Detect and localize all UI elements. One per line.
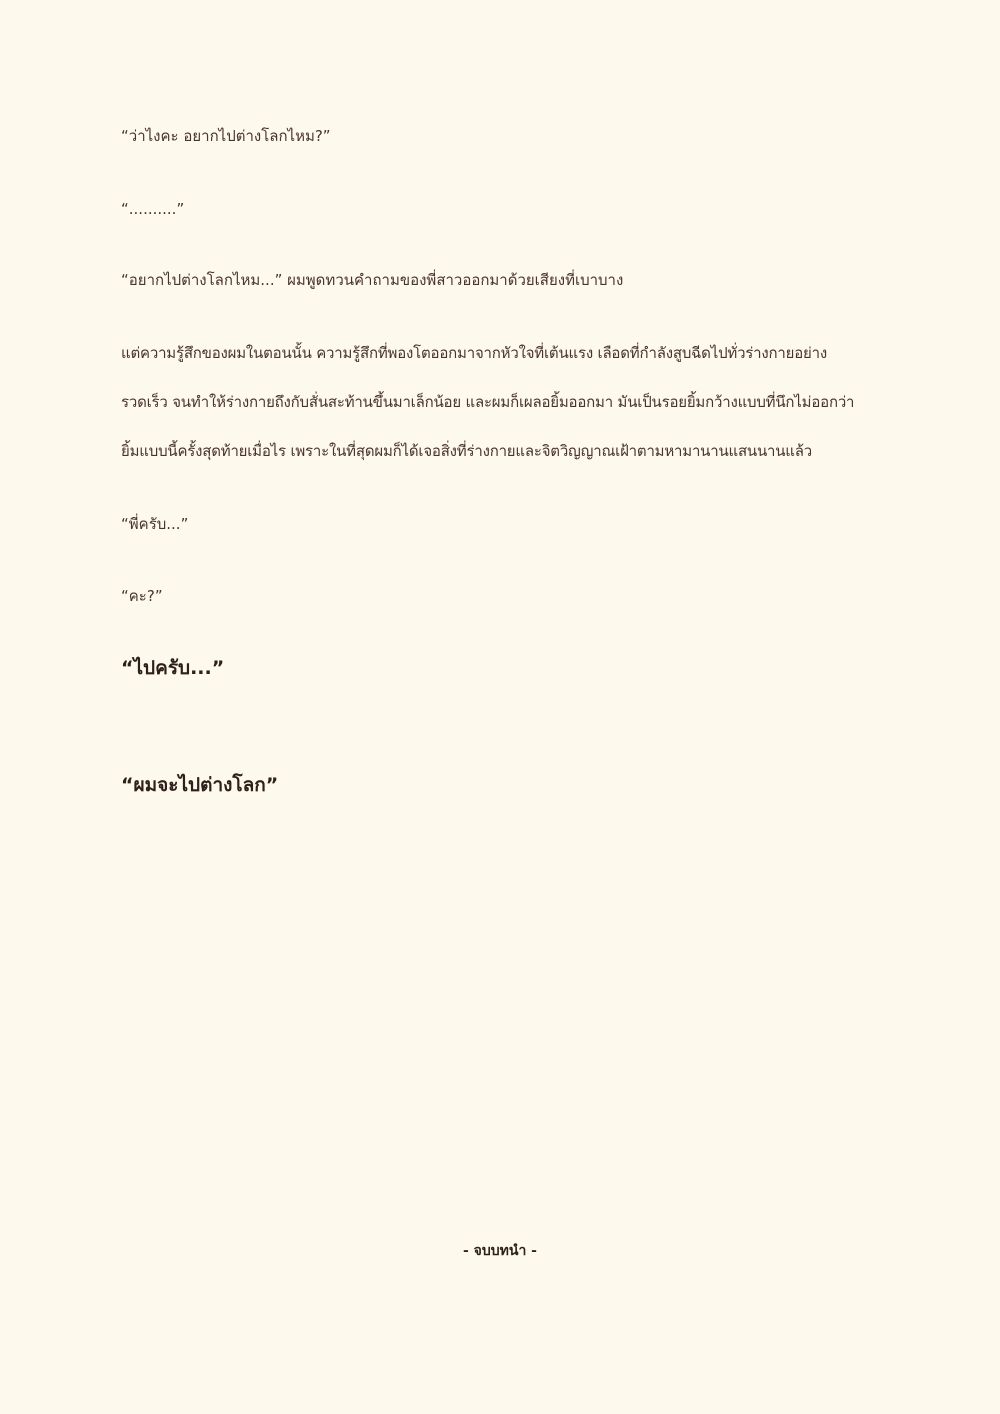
paragraph-line-2: รวดเร็ว จนทำให้ร่างกายถึงกับสั่นสะท้านขึ้นมาเล็กน้อย และผมก็เผลอยิ้มออกมา มันเป็นรอยยิ้มกว้างแบบที่นึกไม่ออกว่า [121, 393, 855, 411]
paragraph-line-3: ยิ้มแบบนี้ครั้งสุดท้ายเมื่อไร เพราะในที่สุดผมก็ได้เจอสิ่งที่ร่างกายและจิตวิญญาณเฝ้าตามหามานานแสนนานแล้ว [121, 442, 812, 460]
dialogue-line-4: “พี่ครับ...” [121, 515, 189, 533]
dialogue-line-1: “ว่าไงคะ อยากไปต่างโลกไหม?” [121, 127, 331, 145]
dialogue-line-6-emphasis: “ไปครับ...” [121, 657, 225, 679]
paragraph-line-1: แต่ความรู้สึกของผมในตอนนั้น ความรู้สึกที่พองโตออกมาจากหัวใจที่เต้นแรง เลือดที่กำลังสูบฉีดไปทั่วร่างกายอย่าง [121, 344, 827, 362]
chapter-end-marker: - จบบทนำ - [462, 1243, 537, 1259]
dialogue-line-7-emphasis: “ผมจะไปต่างโลก” [121, 774, 279, 796]
dialogue-line-3: “อยากไปต่างโลกไหม...” ผมพูดทวนคำถามของพี่สาวออกมาด้วยเสียงที่เบาบาง [121, 271, 624, 289]
dialogue-line-5: “คะ?” [121, 587, 163, 605]
dialogue-line-2: “..........” [121, 200, 185, 218]
